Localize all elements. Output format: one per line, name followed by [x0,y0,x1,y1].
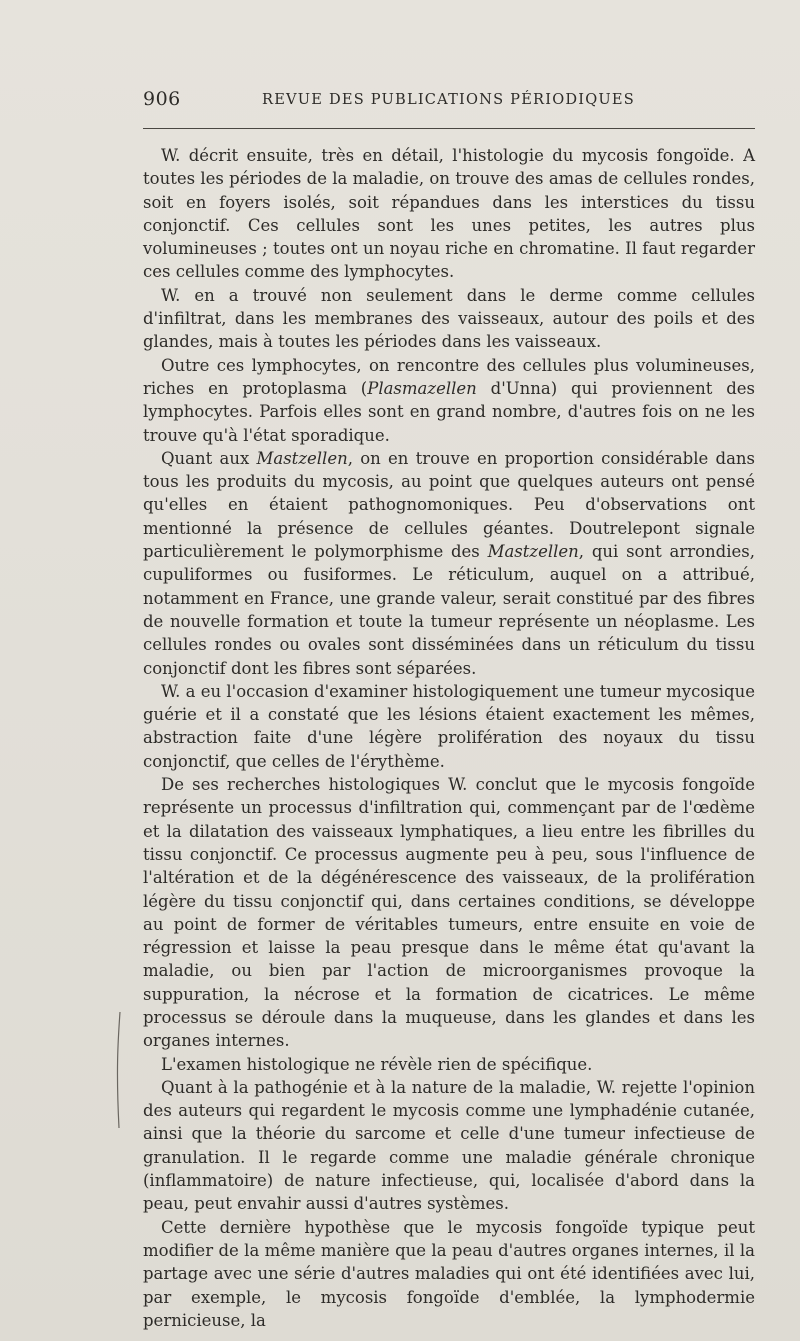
paragraph: W. a eu l'occasion d'examiner histologiquement une tumeur mycosique guérie et il a constaté que les lésions étaient exactement les mêmes, abstraction faite d'une légère prolifération des noyaux du tissu conjonctif, que celles de l'érythème. [143,681,755,771]
paragraph [143,354,755,447]
paragraph [143,447,755,680]
paragraph: Quant à la pathogénie et à la nature de la maladie, W. rejette l'opinion des auteurs qui regardent le mycosis comme une lymphadénie cutanée, ainsi que la théorie du sarcome et celle d'une tumeur infectieuse de granulation. Il le regarde comme une maladie générale chronique (inflammatoire) de nature infectieuse, qui, localisée d'abord dans la peau, peut envahir aussi d'autres systèmes. [143,1077,755,1214]
italic-term: Plasmazellen [367,378,477,398]
paragraph-text: , qui sont arrondies, cupuliformes ou fusiformes. Le réticulum, auquel on a attribué, notamment en France, une grande valeur, serait constitué par des fibres de nouvelle formation et toute la tumeur représente un néoplasme. Les cellules rondes ou ovales sont disséminées dans un réticulum du tissu conjonctif dont les fibres sont séparées. [143,542,755,678]
paragraph: De ses recherches histologiques W. conclut que le mycosis fongoïde représente un processus d'infiltration qui, commençant par de l'œdème et la dilatation des vaisseaux lymphatiques, a lieu entre les fibrilles du tissu conjonctif. Ce processus augmente peu à peu, sous l'influence de l'altération et de la dégénérescence des vaisseaux, de la prolifération légère du tissu conjonctif qui, dans certaines conditions, se développe au point de former de véritables tumeurs, entre ensuite en voie de régression et laisse la peau presque dans le même état qu'avant la maladie, ou bien par l'action de microorganismes provoque la suppuration, la nécrose et la formation de cicatrices. Le même processus se déroule dans la muqueuse, dans les glandes et dans les organes internes. [143,775,755,1051]
paragraph-text: Outre ces lymphocytes, on rencontre des cellules plus volumineuses, riches en protoplasma ( [143,355,755,398]
paragraph: W. en a trouvé non seulement dans le derme comme cellules d'infiltrat, dans les membranes des vaisseaux, autour des poils et des glandes, mais à toutes les périodes dans les vaisseaux. [143,285,755,352]
paragraph: L'examen histologique ne révèle rien de spécifique. [161,1054,593,1074]
page-header [143,88,755,112]
italic-term: Mastzellen [487,542,579,562]
article-body [143,144,755,1332]
paragraph: W. décrit ensuite, très en détail, l'histologie du mycosis fongoïde. A toutes les périodes de la maladie, on trouve des amas de cellules rondes, soit en foyers isolés, soit répandues dans les interstices du tissu conjonctif. Ces cellules sont les unes petites, les autres plus volumineuses ; toutes ont un noyau riche en chromatine. Il faut regarder ces cellules comme des lymphocytes. [143,146,755,282]
paragraph: Cette dernière hypothèse que le mycosis fongoïde typique peut modifier de la même manière que la peau d'autres organes internes, il la partage avec une série d'autres maladies qui ont été identifiées avec lui, par exemple, le mycosis fongoïde d'emblée, la lymphodermie pernicieuse, la [143,1217,755,1330]
page-number: 906 [143,88,181,110]
running-title: REVUE DES PUBLICATIONS PÉRIODIQUES [262,91,635,108]
italic-term: Mastzellen [256,448,348,468]
margin-pencil-mark [112,1010,124,1130]
paragraph-text: Quant aux [161,448,257,468]
header-rule [143,128,755,129]
paragraph-text: , on en trouve en proportion considérable dans tous les produits du mycosis, au point que quelques auteurs ont pensé qu'elles en étaient pathognomoniques. Peu d'observations ont mentionné la présence de cellules géantes. Doutrelepont signale particulièrement le polymorphisme des [143,448,755,562]
paragraph-text: d'Unna) qui proviennent des lymphocytes. Parfois elles sont en grand nombre, d'autres fois on ne les trouve qu'à l'état sporadique. [143,378,756,445]
